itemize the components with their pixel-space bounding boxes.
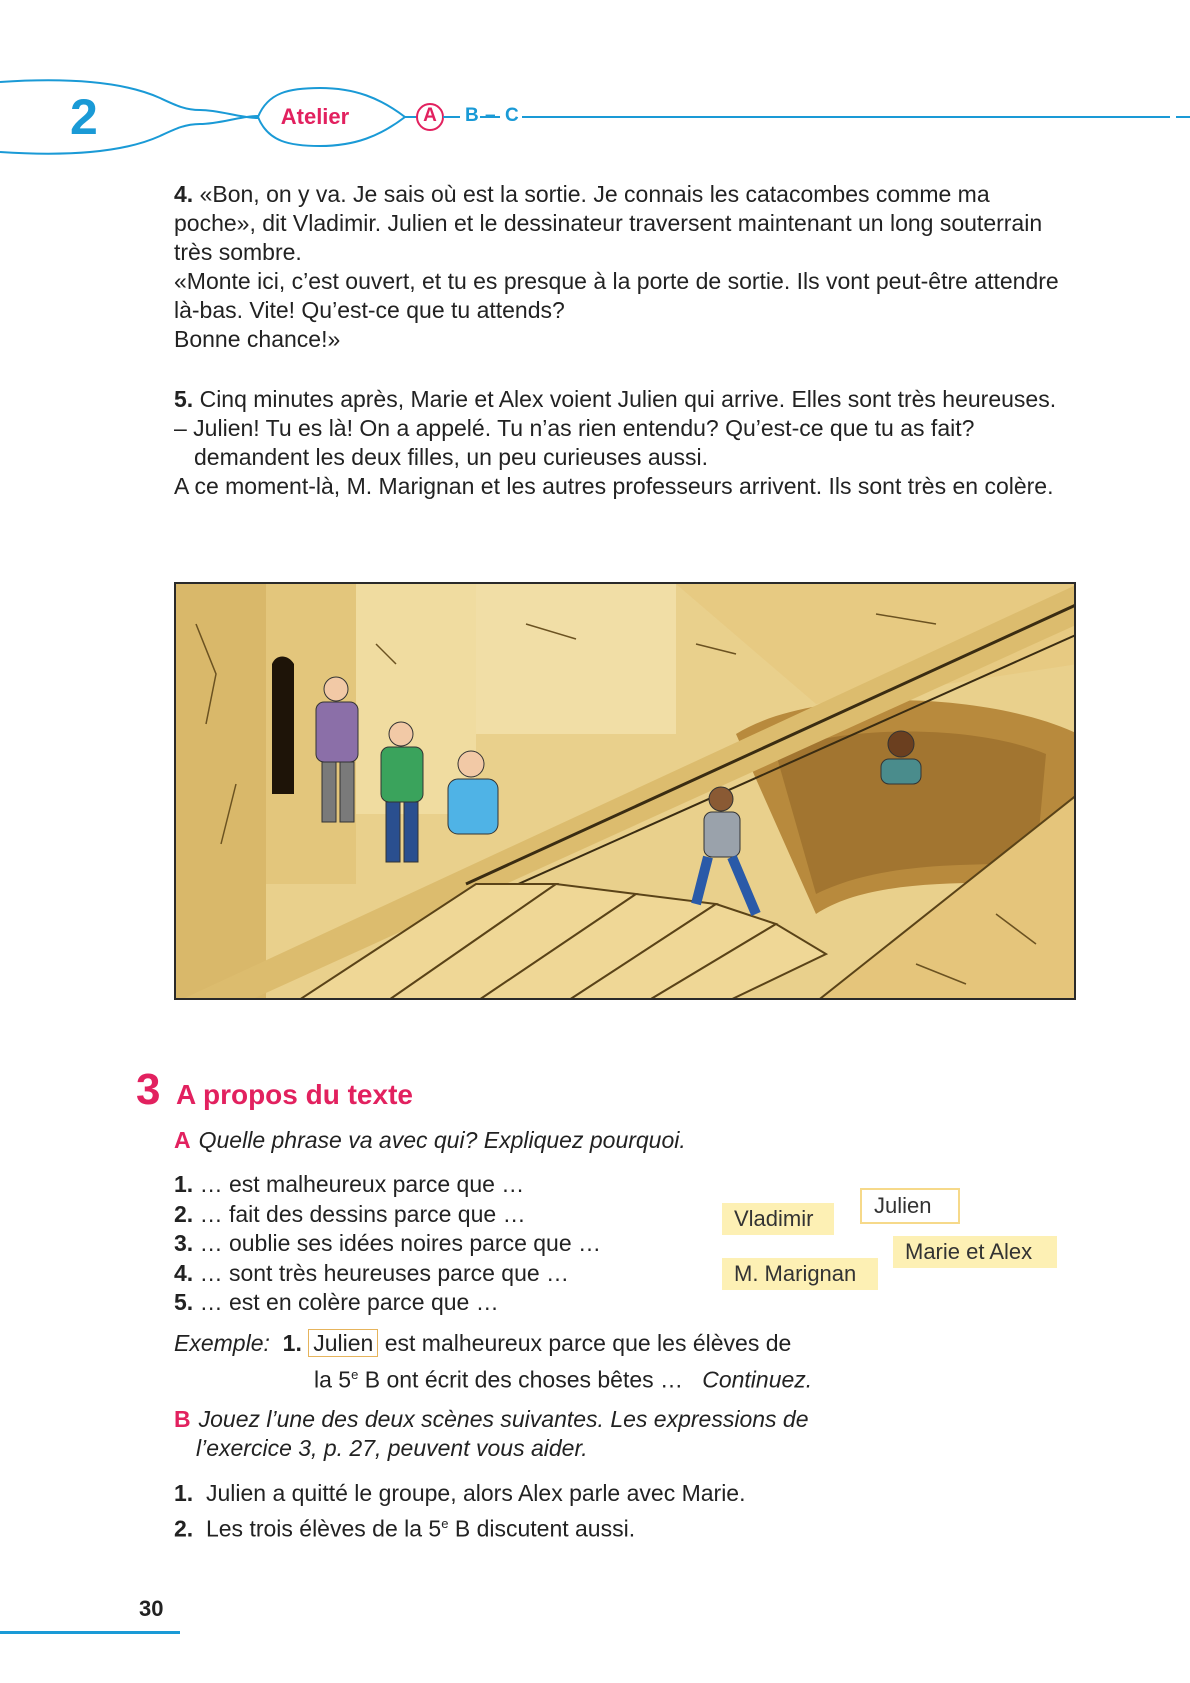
step-a: A: [423, 105, 437, 126]
story-part-4: [174, 180, 1074, 354]
tag-vladimir: Vladimir: [722, 1203, 834, 1235]
part-a-heading: [174, 1127, 686, 1154]
unit-number: 2: [70, 89, 98, 145]
example-label: Exemple:: [174, 1330, 270, 1356]
part-text: «Monte ici, c’est ouvert, et tu es presque à la porte de sortie. Ils vont peut-être attendre là-bas. Vite! Qu’est-ce que tu attends?: [174, 268, 1059, 323]
list-item: 4. … sont très heureuses parce que …: [174, 1259, 570, 1286]
tag-marie-alex: Marie et Alex: [893, 1236, 1057, 1268]
part-b-letter: B: [174, 1406, 191, 1432]
part-b-list: [174, 1479, 974, 1544]
example-block: Exemple: 1. Julien est malheureux parce que les élèves de la 5e B ont écrit des choses bêtes … Continuez.: [174, 1330, 813, 1393]
part-a-list: [174, 1170, 734, 1318]
list-item: 5. … est en colère parce que …: [174, 1289, 499, 1315]
part-text: Bonne chance!»: [174, 326, 341, 352]
section-title: A propos du texte: [176, 1079, 413, 1110]
part-b-heading: B Jouez l’une des deux scènes suivantes. Les expressions de l’exercice 3, p. 27, peuvent vous aider.: [174, 1406, 809, 1461]
continue-label: Continuez.: [702, 1366, 813, 1393]
part-a-letter: A: [174, 1127, 191, 1153]
separator: –: [485, 105, 496, 126]
list-item: 1. Julien a quitté le groupe, alors Alex parle avec Marie.: [174, 1480, 746, 1506]
story-part-5: [174, 385, 1074, 501]
comic-illustration: [174, 582, 1076, 1000]
step-b: B: [465, 105, 479, 126]
footer-line: [0, 1631, 180, 1634]
part-text: «Bon, on y va. Je sais où est la sortie. Je connais les catacombes comme ma poche», dit Vladimir. Julien et le dessinateur traversent maintenant un long souterrain très sombre.: [174, 181, 1043, 265]
part-text: – Julien! Tu es là! On a appelé. Tu n’as rien entendu? Qu’est-ce que tu as fait? demandent les deux filles, un peu curieuses aussi.: [174, 415, 975, 470]
step-c: C: [505, 105, 519, 126]
part-number: 5.: [174, 386, 194, 412]
catacombs-scene: [176, 584, 1076, 1000]
header-decoration: [0, 70, 1190, 160]
section-number: 3: [136, 1065, 161, 1114]
tag-julien: Julien: [860, 1188, 960, 1224]
part-a-instruction: Quelle phrase va avec qui? Expliquez pourquoi.: [198, 1127, 686, 1153]
atelier-label: Atelier: [280, 104, 350, 129]
part-text: A ce moment-là, M. Marignan et les autres professeurs arrivent. Ils sont très en colère.: [174, 473, 1054, 499]
list-item: 1. … est malheureux parce que …: [174, 1171, 525, 1197]
tag-marignan: M. Marignan: [722, 1258, 878, 1290]
example-name: Julien: [308, 1329, 378, 1357]
list-item: 2. Les trois élèves de la 5e B discutent aussi.: [174, 1515, 636, 1542]
list-item: 3. … oublie ses idées noires parce que …: [174, 1230, 602, 1256]
list-item: 2. … fait des dessins parce que …: [174, 1200, 526, 1227]
part-number: 4.: [174, 181, 194, 207]
page-number: 30: [139, 1596, 164, 1621]
part-text: Cinq minutes après, Marie et Alex voient Julien qui arrive. Elles sont très heureuses.: [199, 386, 1057, 412]
